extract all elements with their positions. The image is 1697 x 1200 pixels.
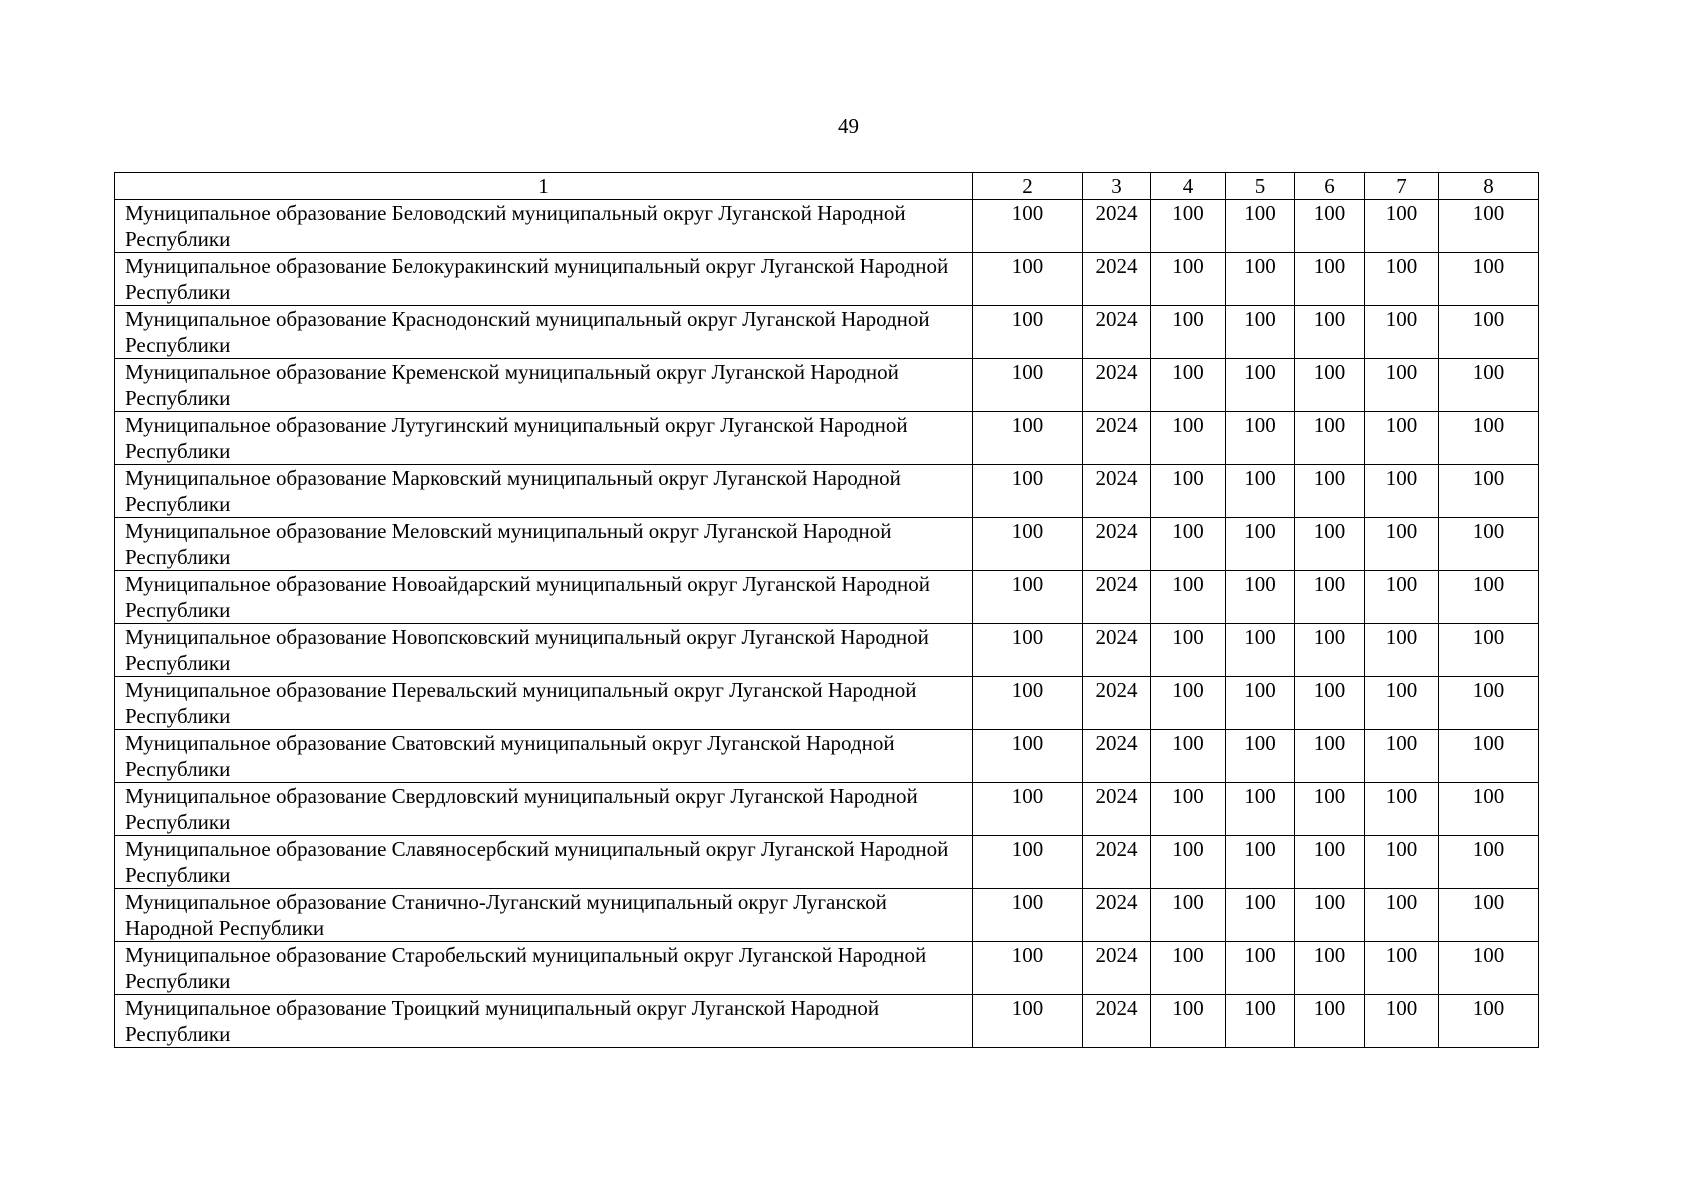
table-row bbox=[115, 412, 1539, 465]
value-cell-col-8: 100 bbox=[1439, 518, 1539, 571]
value-cell-col-5: 100 bbox=[1226, 889, 1295, 942]
value-cell-col-2: 100 bbox=[973, 624, 1083, 677]
value-cell-col-4: 100 bbox=[1151, 624, 1226, 677]
value-cell-col-7: 100 bbox=[1365, 465, 1439, 518]
value-cell-col-8: 100 bbox=[1439, 677, 1539, 730]
value-cell-col-6: 100 bbox=[1295, 465, 1365, 518]
value-cell-col-4: 100 bbox=[1151, 677, 1226, 730]
table-row bbox=[115, 571, 1539, 624]
value-cell-col-5: 100 bbox=[1226, 995, 1295, 1048]
table-row bbox=[115, 624, 1539, 677]
value-cell-col-7: 100 bbox=[1365, 677, 1439, 730]
value-cell-col-4: 100 bbox=[1151, 942, 1226, 995]
value-cell-col-6: 100 bbox=[1295, 253, 1365, 306]
table-row bbox=[115, 783, 1539, 836]
value-cell-col-2: 100 bbox=[973, 306, 1083, 359]
value-cell-col-2: 100 bbox=[973, 995, 1083, 1048]
value-cell-col-3: 2024 bbox=[1083, 518, 1151, 571]
value-cell-col-5: 100 bbox=[1226, 836, 1295, 889]
municipality-name-cell: Муниципальное образование Станично-Луганский муниципальный округ Луганской Народной Республики bbox=[115, 889, 973, 942]
value-cell-col-8: 100 bbox=[1439, 730, 1539, 783]
value-cell-col-7: 100 bbox=[1365, 730, 1439, 783]
value-cell-col-7: 100 bbox=[1365, 571, 1439, 624]
value-cell-col-6: 100 bbox=[1295, 942, 1365, 995]
table-row bbox=[115, 942, 1539, 995]
value-cell-col-4: 100 bbox=[1151, 571, 1226, 624]
table-row bbox=[115, 465, 1539, 518]
column-header-3: 3 bbox=[1083, 173, 1151, 200]
value-cell-col-3: 2024 bbox=[1083, 783, 1151, 836]
value-cell-col-6: 100 bbox=[1295, 359, 1365, 412]
value-cell-col-8: 100 bbox=[1439, 624, 1539, 677]
table-row bbox=[115, 677, 1539, 730]
data-table bbox=[114, 172, 1539, 1048]
value-cell-col-6: 100 bbox=[1295, 412, 1365, 465]
value-cell-col-2: 100 bbox=[973, 836, 1083, 889]
value-cell-col-2: 100 bbox=[973, 942, 1083, 995]
header-row bbox=[115, 173, 1539, 200]
value-cell-col-2: 100 bbox=[973, 783, 1083, 836]
column-header-4: 4 bbox=[1151, 173, 1226, 200]
value-cell-col-8: 100 bbox=[1439, 200, 1539, 253]
value-cell-col-2: 100 bbox=[973, 465, 1083, 518]
table-row bbox=[115, 730, 1539, 783]
value-cell-col-7: 100 bbox=[1365, 359, 1439, 412]
value-cell-col-7: 100 bbox=[1365, 942, 1439, 995]
table-row bbox=[115, 889, 1539, 942]
value-cell-col-7: 100 bbox=[1365, 783, 1439, 836]
value-cell-col-3: 2024 bbox=[1083, 359, 1151, 412]
municipality-name-cell: Муниципальное образование Беловодский муниципальный округ Луганской Народной Республики bbox=[115, 200, 973, 253]
table-body bbox=[115, 200, 1539, 1048]
column-header-1: 1 bbox=[115, 173, 973, 200]
value-cell-col-5: 100 bbox=[1226, 942, 1295, 995]
municipality-name-cell: Муниципальное образование Краснодонский муниципальный округ Луганской Народной Республики bbox=[115, 306, 973, 359]
value-cell-col-3: 2024 bbox=[1083, 624, 1151, 677]
municipality-name-cell: Муниципальное образование Старобельский муниципальный округ Луганской Народной Республики bbox=[115, 942, 973, 995]
value-cell-col-2: 100 bbox=[973, 253, 1083, 306]
table-row bbox=[115, 995, 1539, 1048]
value-cell-col-3: 2024 bbox=[1083, 200, 1151, 253]
value-cell-col-6: 100 bbox=[1295, 836, 1365, 889]
value-cell-col-6: 100 bbox=[1295, 889, 1365, 942]
value-cell-col-5: 100 bbox=[1226, 306, 1295, 359]
table-row bbox=[115, 200, 1539, 253]
value-cell-col-6: 100 bbox=[1295, 571, 1365, 624]
value-cell-col-4: 100 bbox=[1151, 518, 1226, 571]
value-cell-col-7: 100 bbox=[1365, 306, 1439, 359]
value-cell-col-5: 100 bbox=[1226, 200, 1295, 253]
column-header-8: 8 bbox=[1439, 173, 1539, 200]
value-cell-col-5: 100 bbox=[1226, 518, 1295, 571]
value-cell-col-8: 100 bbox=[1439, 465, 1539, 518]
value-cell-col-6: 100 bbox=[1295, 677, 1365, 730]
value-cell-col-3: 2024 bbox=[1083, 412, 1151, 465]
value-cell-col-7: 100 bbox=[1365, 889, 1439, 942]
value-cell-col-5: 100 bbox=[1226, 359, 1295, 412]
value-cell-col-8: 100 bbox=[1439, 359, 1539, 412]
value-cell-col-5: 100 bbox=[1226, 412, 1295, 465]
value-cell-col-7: 100 bbox=[1365, 200, 1439, 253]
value-cell-col-5: 100 bbox=[1226, 465, 1295, 518]
table-row bbox=[115, 253, 1539, 306]
value-cell-col-4: 100 bbox=[1151, 995, 1226, 1048]
value-cell-col-4: 100 bbox=[1151, 783, 1226, 836]
municipality-name-cell: Муниципальное образование Лутугинский муниципальный округ Луганской Народной Республики bbox=[115, 412, 973, 465]
table-header bbox=[115, 173, 1539, 200]
value-cell-col-7: 100 bbox=[1365, 836, 1439, 889]
value-cell-col-8: 100 bbox=[1439, 571, 1539, 624]
value-cell-col-8: 100 bbox=[1439, 412, 1539, 465]
municipality-name-cell: Муниципальное образование Новопсковский муниципальный округ Луганской Народной Республики bbox=[115, 624, 973, 677]
column-header-7: 7 bbox=[1365, 173, 1439, 200]
value-cell-col-3: 2024 bbox=[1083, 836, 1151, 889]
table-row bbox=[115, 359, 1539, 412]
value-cell-col-2: 100 bbox=[973, 200, 1083, 253]
value-cell-col-7: 100 bbox=[1365, 624, 1439, 677]
value-cell-col-8: 100 bbox=[1439, 942, 1539, 995]
value-cell-col-6: 100 bbox=[1295, 306, 1365, 359]
municipality-name-cell: Муниципальное образование Перевальский муниципальный округ Луганской Народной Республики bbox=[115, 677, 973, 730]
value-cell-col-4: 100 bbox=[1151, 465, 1226, 518]
value-cell-col-4: 100 bbox=[1151, 836, 1226, 889]
table-row bbox=[115, 836, 1539, 889]
municipality-name-cell: Муниципальное образование Кременской муниципальный округ Луганской Народной Республики bbox=[115, 359, 973, 412]
value-cell-col-3: 2024 bbox=[1083, 995, 1151, 1048]
value-cell-col-4: 100 bbox=[1151, 306, 1226, 359]
value-cell-col-3: 2024 bbox=[1083, 253, 1151, 306]
value-cell-col-8: 100 bbox=[1439, 306, 1539, 359]
column-header-6: 6 bbox=[1295, 173, 1365, 200]
value-cell-col-8: 100 bbox=[1439, 889, 1539, 942]
value-cell-col-4: 100 bbox=[1151, 412, 1226, 465]
value-cell-col-3: 2024 bbox=[1083, 677, 1151, 730]
value-cell-col-8: 100 bbox=[1439, 783, 1539, 836]
value-cell-col-3: 2024 bbox=[1083, 465, 1151, 518]
value-cell-col-7: 100 bbox=[1365, 253, 1439, 306]
value-cell-col-5: 100 bbox=[1226, 730, 1295, 783]
value-cell-col-8: 100 bbox=[1439, 253, 1539, 306]
value-cell-col-4: 100 bbox=[1151, 253, 1226, 306]
value-cell-col-3: 2024 bbox=[1083, 942, 1151, 995]
value-cell-col-4: 100 bbox=[1151, 200, 1226, 253]
column-header-5: 5 bbox=[1226, 173, 1295, 200]
table-row bbox=[115, 518, 1539, 571]
value-cell-col-2: 100 bbox=[973, 359, 1083, 412]
value-cell-col-7: 100 bbox=[1365, 518, 1439, 571]
value-cell-col-6: 100 bbox=[1295, 995, 1365, 1048]
value-cell-col-8: 100 bbox=[1439, 836, 1539, 889]
value-cell-col-8: 100 bbox=[1439, 995, 1539, 1048]
column-header-2: 2 bbox=[973, 173, 1083, 200]
value-cell-col-5: 100 bbox=[1226, 624, 1295, 677]
value-cell-col-5: 100 bbox=[1226, 571, 1295, 624]
municipality-name-cell: Муниципальное образование Троицкий муниципальный округ Луганской Народной Республики bbox=[115, 995, 973, 1048]
value-cell-col-2: 100 bbox=[973, 412, 1083, 465]
municipality-name-cell: Муниципальное образование Меловский муниципальный округ Луганской Народной Республики bbox=[115, 518, 973, 571]
municipality-name-cell: Муниципальное образование Новоайдарский муниципальный округ Луганской Народной Республики bbox=[115, 571, 973, 624]
value-cell-col-5: 100 bbox=[1226, 253, 1295, 306]
value-cell-col-2: 100 bbox=[973, 571, 1083, 624]
municipality-name-cell: Муниципальное образование Славяносербский муниципальный округ Луганской Народной Республики bbox=[115, 836, 973, 889]
municipality-name-cell: Муниципальное образование Белокуракинский муниципальный округ Луганской Народной Республики bbox=[115, 253, 973, 306]
value-cell-col-3: 2024 bbox=[1083, 730, 1151, 783]
value-cell-col-2: 100 bbox=[973, 889, 1083, 942]
municipality-name-cell: Муниципальное образование Сватовский муниципальный округ Луганской Народной Республики bbox=[115, 730, 973, 783]
value-cell-col-2: 100 bbox=[973, 518, 1083, 571]
value-cell-col-6: 100 bbox=[1295, 200, 1365, 253]
value-cell-col-3: 2024 bbox=[1083, 571, 1151, 624]
value-cell-col-6: 100 bbox=[1295, 518, 1365, 571]
table-row bbox=[115, 306, 1539, 359]
page-number: 49 bbox=[838, 114, 859, 138]
value-cell-col-4: 100 bbox=[1151, 889, 1226, 942]
municipality-name-cell: Муниципальное образование Марковский муниципальный округ Луганской Народной Республики bbox=[115, 465, 973, 518]
municipality-name-cell: Муниципальное образование Свердловский муниципальный округ Луганской Народной Республики bbox=[115, 783, 973, 836]
value-cell-col-4: 100 bbox=[1151, 730, 1226, 783]
value-cell-col-5: 100 bbox=[1226, 783, 1295, 836]
value-cell-col-6: 100 bbox=[1295, 730, 1365, 783]
value-cell-col-6: 100 bbox=[1295, 624, 1365, 677]
value-cell-col-3: 2024 bbox=[1083, 889, 1151, 942]
value-cell-col-7: 100 bbox=[1365, 412, 1439, 465]
value-cell-col-6: 100 bbox=[1295, 783, 1365, 836]
value-cell-col-7: 100 bbox=[1365, 995, 1439, 1048]
value-cell-col-2: 100 bbox=[973, 677, 1083, 730]
value-cell-col-2: 100 bbox=[973, 730, 1083, 783]
value-cell-col-4: 100 bbox=[1151, 359, 1226, 412]
value-cell-col-3: 2024 bbox=[1083, 306, 1151, 359]
value-cell-col-5: 100 bbox=[1226, 677, 1295, 730]
